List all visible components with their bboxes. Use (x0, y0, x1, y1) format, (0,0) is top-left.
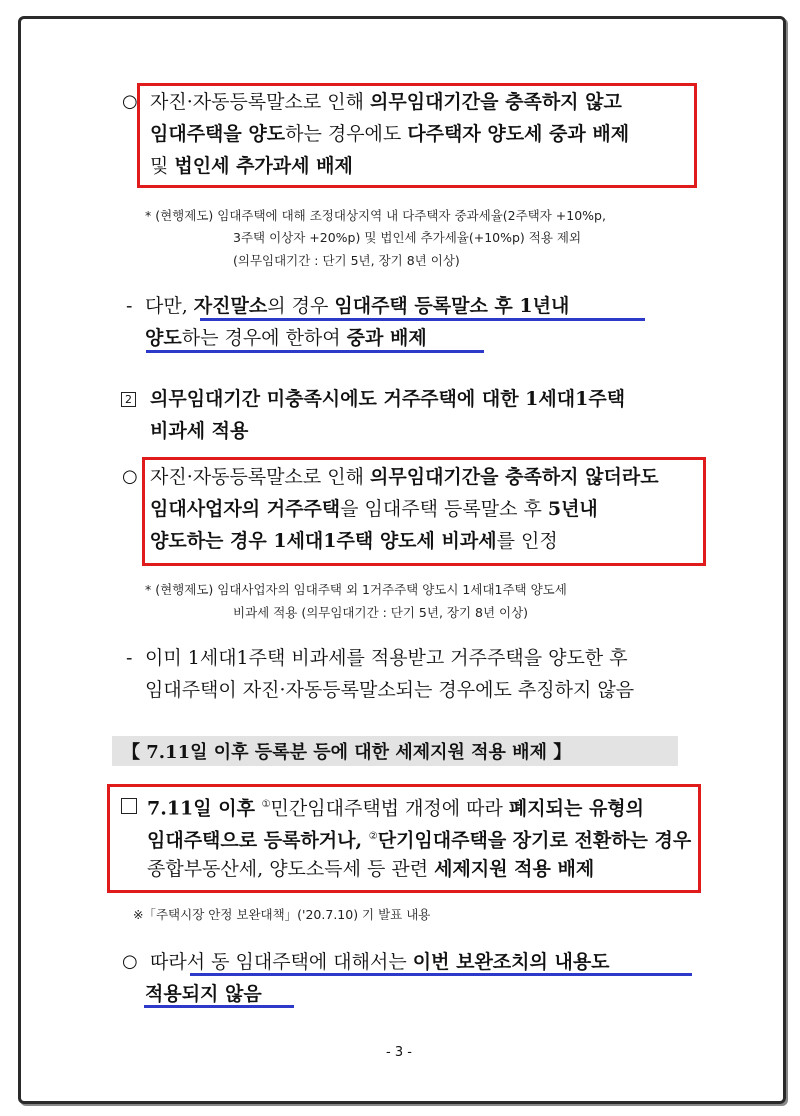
p1-line-1 (150, 90, 622, 114)
page-number: - 3 - (386, 1045, 412, 1060)
p6-line-2: 적용되지 않음 (145, 983, 262, 1005)
p5-line-1 (147, 793, 644, 820)
p2-bold: 자진말소 (193, 295, 268, 317)
p2-bold: 양도 (145, 327, 182, 349)
p6-bold: 이번 보완조치의 내용도 (412, 951, 610, 973)
note-3: ※「주택시장 안정 보완대책」('20.7.10) 기 발표 내용 (133, 907, 431, 922)
p1-line-3 (150, 154, 353, 178)
note-2-line-2: 비과세 적용 (의무임대기간 : 단기 5년, 장기 8년 이상) (233, 605, 529, 620)
p5-line-3 (147, 857, 594, 881)
p6-line-1 (150, 950, 610, 974)
note-2-line-1: * (현행제도) 임대사업자의 임대주택 외 1거주주택 양도시 1세대1주택 양도세 (145, 582, 567, 597)
p5-bold: 임대주택으로 등록하거나, (147, 829, 369, 852)
p1-bold: 의무임대기간을 충족하지 않고 (370, 91, 622, 113)
p2-bold: 임대주택 등록말소 후 1년내 (334, 295, 570, 317)
p2-bold: 중과 배제 (346, 327, 427, 349)
p1-text: 자진·자동등록말소로 인해 (150, 91, 371, 113)
heading-2-line-1: 의무임대기간 미충족시에도 거주주택에 대한 1세대1주택 (150, 388, 626, 410)
p5-bold: 7.11일 이후 (147, 797, 262, 820)
p1-line-2 (150, 122, 629, 146)
underline-p6-1 (190, 973, 692, 976)
dash-bullet: - (126, 295, 133, 317)
p5-bold: 폐지되는 유형의 (508, 797, 645, 820)
p3-line-3 (150, 529, 558, 553)
p1-text: 및 (150, 155, 175, 177)
circle-bullet: ○ (122, 91, 138, 112)
square-bullet (121, 798, 137, 814)
circle-bullet: ○ (122, 951, 138, 972)
p5-bold: 세제지원 적용 배제 (434, 858, 595, 880)
p5-bold: 단기임대주택을 장기로 전환하는 경우 (377, 829, 692, 852)
p3-text: 자진·자동등록말소로 인해 (150, 466, 371, 488)
p5-text: 종합부동산세, 양도소득세 등 관련 (147, 858, 435, 880)
p3-line-2 (150, 497, 598, 521)
circled-number-2: ② (368, 831, 378, 842)
underline-p6-2 (144, 1005, 294, 1008)
p2-text: 의 경우 (267, 295, 335, 317)
p4-line-2: 임대주택이 자진·자동등록말소되는 경우에도 추징하지 않음 (145, 679, 635, 701)
section-header: 【 7.11일 이후 등록분 등에 대한 세제지원 적용 배제 】 (122, 742, 572, 763)
underline-p2-2 (146, 350, 484, 353)
p2-line-2 (145, 326, 427, 350)
p1-bold: 다주택자 양도세 중과 배제 (407, 123, 630, 145)
circle-bullet: ○ (122, 466, 138, 487)
p3-line-1 (150, 465, 659, 489)
p4-line-1: 이미 1세대1주택 비과세를 적용받고 거주주택을 양도한 후 (145, 647, 628, 669)
dash-bullet: - (126, 647, 133, 669)
underline-p2-1 (200, 318, 645, 321)
p1-bold: 법인세 추가과세 배제 (174, 155, 353, 177)
heading-2-line-2: 비과세 적용 (150, 420, 249, 442)
p3-bold: 임대사업자의 거주주택 (150, 498, 341, 520)
p5-text: 민간임대주택법 개정에 따라 (270, 797, 509, 820)
p6-text: 따라서 동 임대주택에 대해서는 (150, 951, 413, 973)
p3-bold: 의무임대기간을 충족하지 않더라도 (370, 466, 659, 488)
note-1-line-2: 3주택 이상자 +20%p) 및 법인세 추가세율(+10%p) 적용 제외 (233, 230, 582, 245)
p2-text: 하는 경우에 한하여 (181, 327, 347, 349)
p5-line-2 (147, 825, 691, 852)
p3-text: 를 인정 (496, 530, 558, 552)
p1-bold: 임대주택을 양도 (150, 123, 286, 145)
circled-number-1: ① (261, 799, 271, 810)
p1-text: 하는 경우에도 (285, 123, 408, 145)
p3-bold: 양도하는 경우 1세대1주택 양도세 비과세 (150, 530, 497, 552)
p3-text: 을 임대주택 등록말소 후 (340, 498, 548, 520)
note-1-line-3: (의무임대기간 : 단기 5년, 장기 8년 이상) (233, 253, 460, 268)
p2-line-1 (145, 294, 569, 318)
item-number-box: 2 (121, 392, 136, 407)
p2-text: 다만, (145, 295, 194, 317)
p3-bold: 5년내 (547, 498, 598, 520)
note-1-line-1: * (현행제도) 임대주택에 대해 조정대상지역 내 다주택자 중과세율(2주택자 +10%p, (145, 208, 606, 223)
